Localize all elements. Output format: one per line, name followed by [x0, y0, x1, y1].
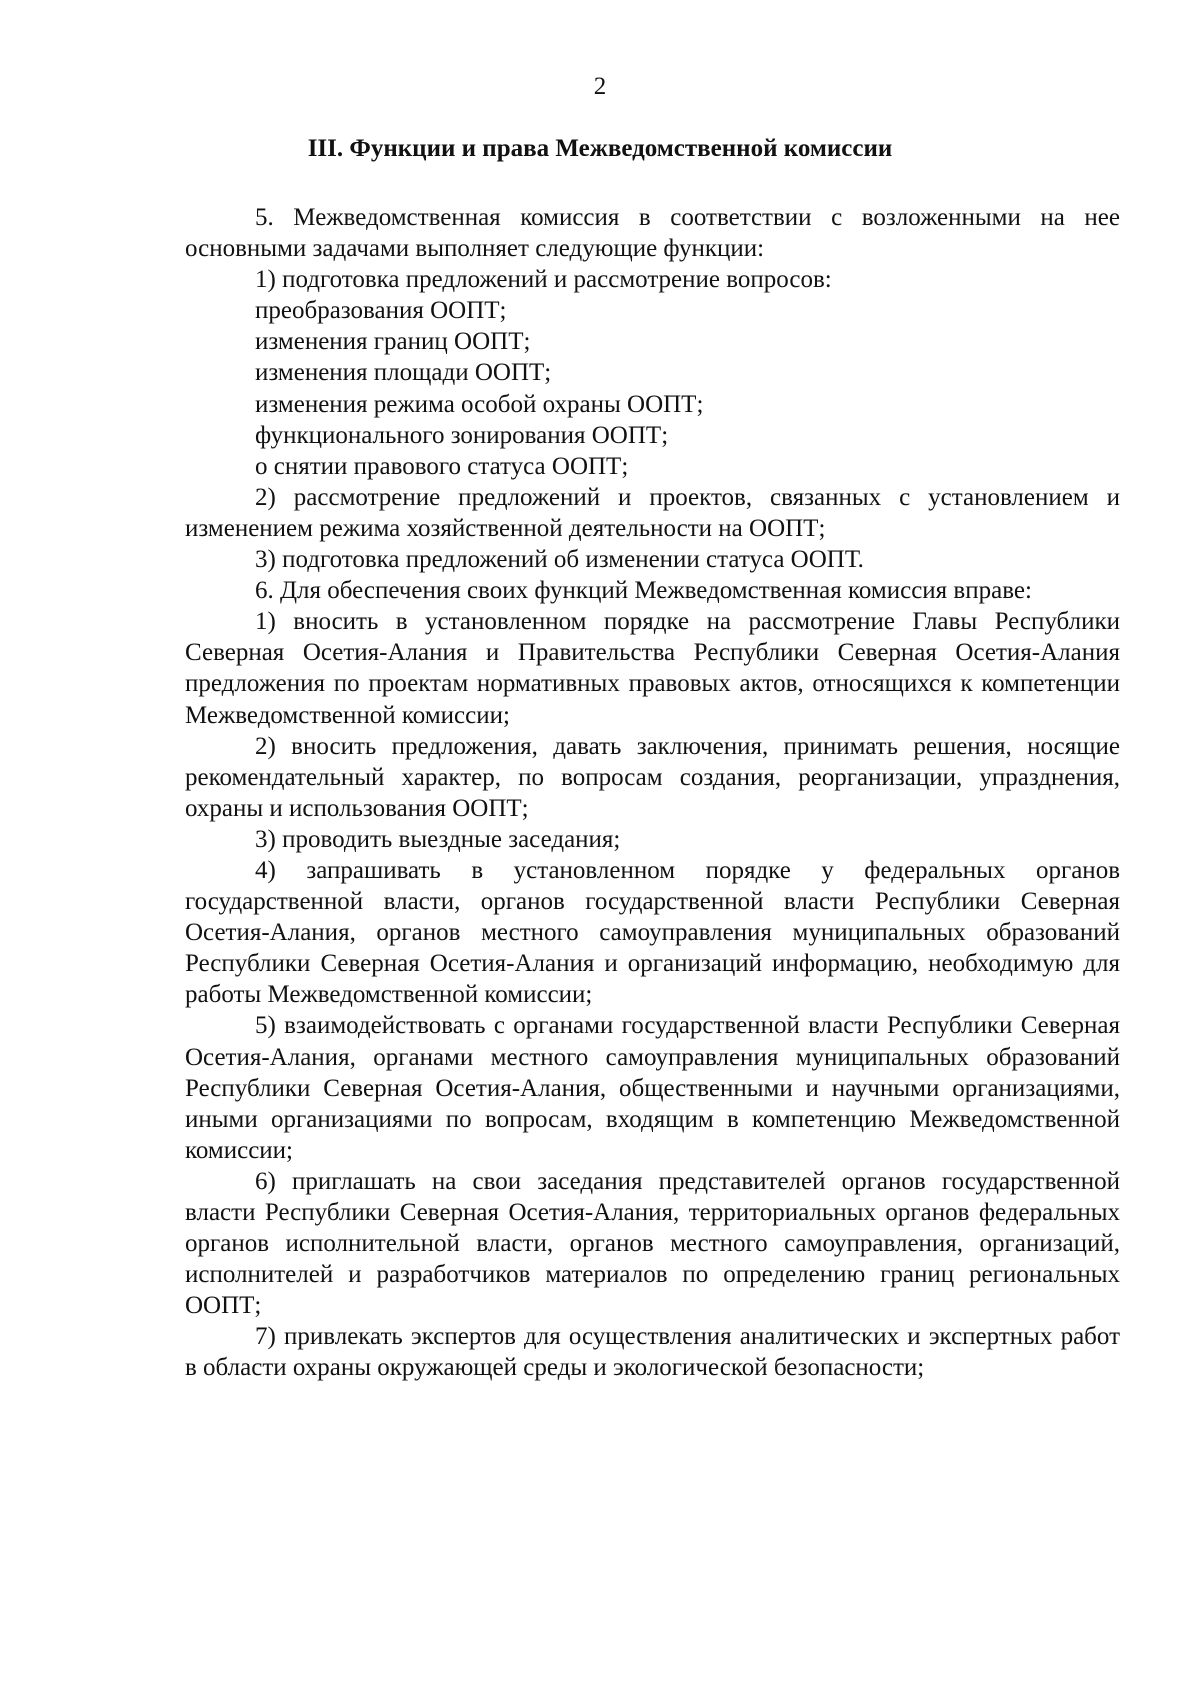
list-item-right-2: 2) вносить предложения, давать заключения, принимать решения, носящие рекомендательный характер, по вопросам создания, реорганизации, упразднения, охраны и использования ООПТ; — [185, 732, 1120, 822]
list-item-protection-regime: изменения режима особой охраны ООПТ; — [255, 390, 704, 418]
list-item-right-5: 5) взаимодействовать с органами государственной власти Республики Северная Осетия-Алания, органами местного самоуправления муниципальных образований Республики Северная Осетия-Алания, общественными и научными организациями, иными организациями по вопросам, входящим в компетенцию Межведомственной комиссии; — [185, 1012, 1120, 1164]
list-item-function-1: 1) подготовка предложений и рассмотрение вопросов: — [255, 266, 832, 294]
list-item-right-4: 4) запрашивать в установленном порядке у федеральных органов государственной власти, органов государственной власти Республики Северная Осетия-Алания, органов местного самоуправления муниципальных образований Республики Северная Осетия-Алания и организаций информацию, необходимую для работы Межведомственной комиссии; — [185, 856, 1120, 1009]
list-item-transformation: преобразования ООПТ; — [255, 297, 507, 325]
list-item-zoning: функционального зонирования ООПТ; — [255, 421, 669, 449]
list-item-function-3: 3) подготовка предложений об изменении статуса ООПТ. — [255, 546, 864, 574]
page-number: 2 — [593, 73, 607, 100]
list-item-function-2: 2) рассмотрение предложений и проектов, связанных с установлением и изменением режима хозяйственной деятельности на ООПТ; — [185, 483, 1120, 542]
list-item-boundaries: изменения границ ООПТ; — [255, 328, 531, 356]
document-body — [185, 202, 1120, 1384]
paragraph-functions-intro: 5. Межведомственная комиссия в соответствии с возложенными на нее основными задачами выполняет следующие функции: — [185, 204, 1120, 263]
list-item-right-1: 1) вносить в установленном порядке на рассмотрение Главы Республики Северная Осетия-Алания и Правительства Республики Северная Осетия-Алания предложения по проектам нормативных правовых актов, относящихся к компетенции Межведомственной комиссии; — [185, 608, 1120, 729]
list-item-right-7: 7) привлекать экспертов для осуществления аналитических и экспертных работ в области охраны окружающей среды и экологической безопасности; — [185, 1323, 1120, 1382]
list-item-status-removal: о снятии правового статуса ООПТ; — [255, 452, 629, 480]
section-heading: III. Функции и права Межведомственной комиссии — [307, 135, 893, 162]
paragraph-rights-intro: 6. Для обеспечения своих функций Межведомственная комиссия вправе: — [255, 577, 1032, 605]
list-item-area: изменения площади ООПТ; — [255, 359, 552, 387]
list-item-right-6: 6) приглашать на свои заседания представителей органов государственной власти Республики Северная Осетия-Алания, территориальных органов федеральных органов исполнительной власти, органов местного самоуправления, организаций, исполнителей и разработчиков материалов по определению границ региональных ООПТ; — [185, 1167, 1120, 1320]
list-item-right-3: 3) проводить выездные заседания; — [255, 825, 621, 853]
